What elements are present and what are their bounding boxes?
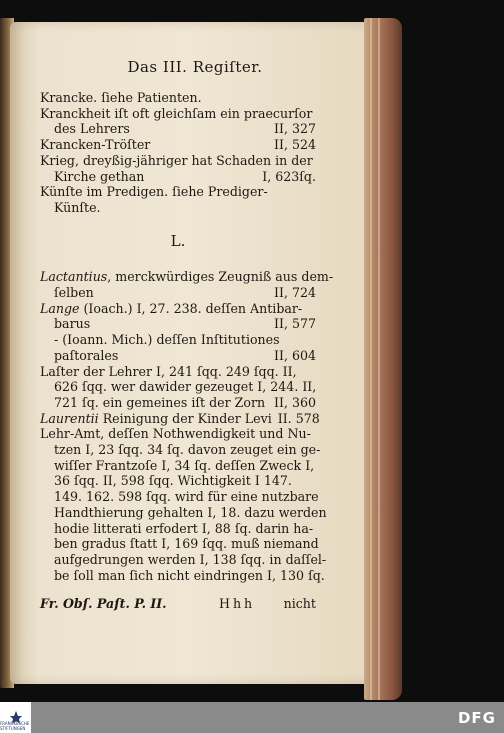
register-entry-line	[40, 184, 316, 200]
entry-text: 721 ſq. ein gemeines iſt der Zorn	[54, 394, 266, 410]
viewer-bottom-bar	[0, 702, 504, 733]
register-entry-line	[40, 410, 320, 427]
register-entry-line	[40, 364, 316, 380]
entry-text: hodie litterati erfodert I, 88 ſq. darin ha-	[54, 520, 314, 536]
entry-text: 149. 162. 598 ſqq. wird für eine nutzbare	[54, 489, 319, 505]
entry-text: Künſte.	[54, 199, 101, 215]
entry-reference: II, 524	[274, 137, 316, 153]
entry-text: paſtorales	[54, 347, 119, 363]
entry-text: 626 ſqq. wer dawider gezeuget I, 244. II,	[54, 379, 317, 395]
section-letter: L.	[170, 231, 186, 250]
register-entry-line	[40, 200, 316, 216]
entry-text: Handthierung gehalten I, 18. dazu werden	[54, 504, 327, 520]
entry-text: tzen I, 23 ſqq. 34 ſq. davon zeuget ein ge-	[54, 442, 321, 458]
entry-text: barus	[54, 316, 91, 332]
entry-text: aufgedrungen werden I, 138 ſqq. in daſſel-	[54, 551, 327, 567]
entry-text: Kirche gethan	[54, 168, 145, 184]
entry-text: Lange (Ioach.) I, 27. 238. deſſen Antibar-	[40, 300, 303, 316]
page-header: Das III. Regiſter.	[127, 58, 263, 76]
register-entry-line	[40, 106, 316, 122]
register-entry-line	[40, 473, 316, 489]
book-spine	[364, 18, 402, 700]
entry-text: Kranckheit iſt oft gleichſam ein praecurſor	[40, 105, 313, 121]
entry-text: Krieg, dreyßig-jähriger hat Schaden in der	[40, 152, 313, 168]
entry-text: be ſoll man ſich nicht eindringen I, 130 ſq.	[54, 567, 325, 583]
register-entry-line	[40, 90, 316, 106]
entry-text: Lactantius, merckwürdiges Zeugniß aus dem-	[40, 269, 334, 285]
register-entry-line	[40, 504, 327, 521]
register-entry-line	[40, 551, 327, 568]
entry-text: ben gradus ſtatt I, 169 ſqq. muß niemand	[54, 536, 319, 552]
register-entry-line	[40, 137, 316, 153]
register-entry-line	[40, 536, 319, 552]
register-entry-line	[40, 567, 325, 584]
entry-reference: II, 604	[274, 347, 316, 363]
register-entry-line	[40, 332, 316, 348]
entry-reference: II, 724	[274, 285, 316, 301]
entry-text: des Lehrers	[54, 121, 130, 137]
register-entry-line	[40, 426, 316, 442]
franckesche-stiftungen-logo: FRANCKESCHE STIFTUNGEN	[0, 702, 31, 733]
register-entry-line	[40, 379, 316, 395]
register-entry-line	[40, 348, 316, 364]
entry-reference: II, 327	[274, 121, 316, 137]
signature-mark: Fr. Obſ. Paſt. P. II.	[40, 596, 167, 611]
entry-text: Künſte im Predigen. ſiehe Prediger-	[40, 184, 268, 200]
entry-text: - (Ioann. Mich.) deſſen Inſtitutiones	[54, 332, 280, 348]
entry-text: wiſſer Frantzoſe I, 34 ſq. deſſen Zweck I,	[54, 457, 315, 473]
dfg-logo: DFG	[457, 709, 496, 727]
register-entry-line	[40, 153, 316, 169]
register-entry-line	[40, 442, 321, 458]
entry-reference: I, 623ſq.	[262, 168, 316, 184]
register-entry-line	[40, 121, 316, 137]
entry-text: Krancke. ſiehe Patienten.	[40, 90, 202, 105]
gathering-mark: Hhh	[218, 596, 256, 611]
register-entry-line	[40, 169, 316, 185]
page-footer	[40, 596, 316, 611]
entry-reference: II, 360	[274, 394, 316, 410]
register-entry-line	[40, 395, 316, 411]
entry-text: 36 ſqq. II, 598 ſqq. Wichtigkeit I 147.	[54, 473, 292, 489]
entry-text: Laurentii Reinigung der Kinder Levi	[40, 410, 272, 426]
register-entry-line	[40, 269, 334, 285]
catchword: nicht	[283, 596, 316, 611]
register-entry-line	[40, 489, 319, 505]
entry-reference: II. 578	[277, 410, 320, 426]
register-text	[40, 90, 334, 583]
entry-text: ſelben	[54, 285, 94, 301]
register-entry-line	[40, 316, 316, 332]
register-entry-line	[40, 301, 316, 317]
register-entry-line	[40, 521, 316, 537]
entry-text: Lehr-Amt, deſſen Nothwendigkeit und Nu-	[40, 426, 311, 442]
register-entry-line	[40, 285, 316, 301]
register-entry-line	[40, 458, 316, 474]
entry-text: Krancken-Tröſter	[40, 137, 151, 153]
entry-reference: II, 577	[274, 316, 316, 332]
entry-text: Laſter der Lehrer I, 241 ſqq. 249 ſqq. II,	[40, 363, 297, 379]
